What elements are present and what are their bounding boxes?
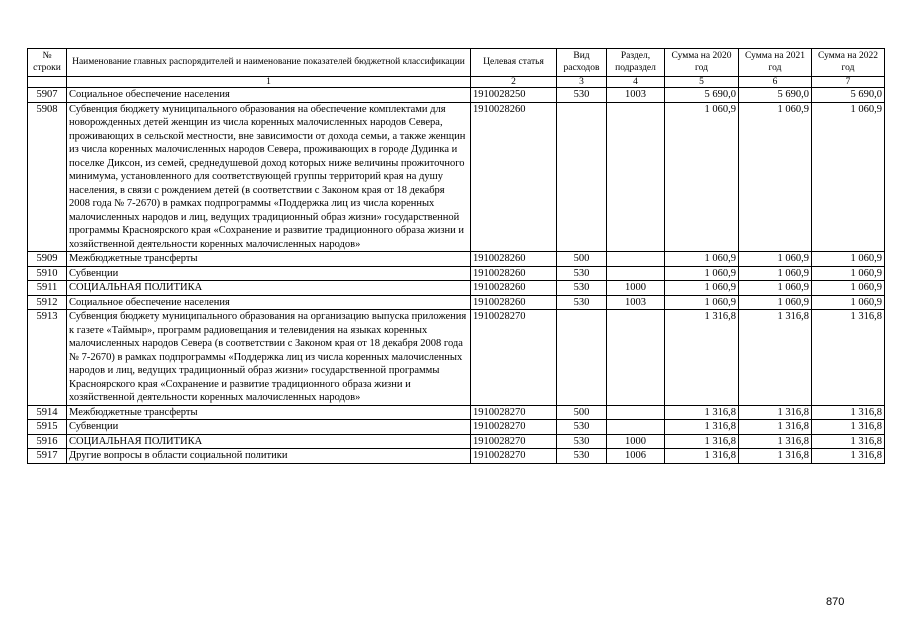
row-sum-2022: 1 060,9 <box>812 295 885 310</box>
table-row <box>28 281 885 296</box>
table-row <box>28 405 885 420</box>
row-sum-2021: 5 690,0 <box>739 88 812 103</box>
row-exp-type: 530 <box>557 295 607 310</box>
table-row <box>28 266 885 281</box>
row-target-code: 1910028270 <box>471 405 557 420</box>
row-sum-2022: 1 316,8 <box>812 420 885 435</box>
row-sum-2020: 5 690,0 <box>665 88 739 103</box>
header-name: Наименование главных распорядителей и наименование показателей бюджетной классификации <box>67 49 471 77</box>
row-section <box>607 102 665 252</box>
row-sum-2020: 1 316,8 <box>665 310 739 406</box>
row-target-code: 1910028270 <box>471 434 557 449</box>
budget-table <box>27 48 885 464</box>
column-number: 3 <box>557 77 607 88</box>
column-number: 4 <box>607 77 665 88</box>
row-number: 5911 <box>28 281 67 296</box>
row-section: 1000 <box>607 434 665 449</box>
row-sum-2021: 1 316,8 <box>739 420 812 435</box>
row-sum-2021: 1 060,9 <box>739 281 812 296</box>
row-name: Другие вопросы в области социальной политики <box>67 449 471 464</box>
row-sum-2020: 1 316,8 <box>665 420 739 435</box>
row-target-code: 1910028270 <box>471 449 557 464</box>
row-target-code: 1910028260 <box>471 295 557 310</box>
row-exp-type: 500 <box>557 405 607 420</box>
row-name: Социальное обеспечение населения <box>67 88 471 103</box>
row-sum-2020: 1 060,9 <box>665 281 739 296</box>
row-exp-type: 530 <box>557 420 607 435</box>
row-sum-2021: 1 316,8 <box>739 405 812 420</box>
header-sum-2020: Сумма на 2020 год <box>665 49 739 77</box>
row-sum-2020: 1 060,9 <box>665 295 739 310</box>
table-row <box>28 420 885 435</box>
row-sum-2022: 1 060,9 <box>812 252 885 267</box>
row-exp-type <box>557 102 607 252</box>
column-number: 6 <box>739 77 812 88</box>
row-target-code: 1910028270 <box>471 420 557 435</box>
row-name: Субвенция бюджету муниципального образования на обеспечение комплектами для новорожденных детей женщин из числа коренных малочисленных народов Севера, проживающих в сельской местности, вне зависимости от дохода семьи, а также женщин из числа коренных малочисленных народов Севера, проживающих в городе Дудинка и поселке Диксон, из семей, среднедушевой доход которых ниже величины прожиточного минимума, установленного для соответствующей группы территорий края на душу населения, в связи с рождением детей (в соответствии с Законом края от 18 декабря 2008 года № 7-2670) в рамках подпрограммы «Поддержка лиц из числа коренных малочисленных народов и лиц, ведущих традиционный образ жизни» государственной программы Красноярского края «Сохранение и развитие традиционного образа жизни и хозяйственной деятельности коренных малочисленных народов» <box>67 102 471 252</box>
row-sum-2021: 1 060,9 <box>739 295 812 310</box>
row-exp-type <box>557 310 607 406</box>
row-sum-2020: 1 060,9 <box>665 252 739 267</box>
row-sum-2021: 1 060,9 <box>739 252 812 267</box>
table-row <box>28 310 885 406</box>
row-exp-type: 530 <box>557 449 607 464</box>
row-sum-2022: 1 316,8 <box>812 449 885 464</box>
row-name: Субвенции <box>67 420 471 435</box>
header-exp-type: Вид расходов <box>557 49 607 77</box>
row-name: СОЦИАЛЬНАЯ ПОЛИТИКА <box>67 434 471 449</box>
row-exp-type: 530 <box>557 266 607 281</box>
row-sum-2022: 1 060,9 <box>812 266 885 281</box>
row-section <box>607 310 665 406</box>
row-sum-2020: 1 316,8 <box>665 405 739 420</box>
header-row <box>28 49 885 77</box>
row-sum-2022: 1 060,9 <box>812 102 885 252</box>
table-row <box>28 295 885 310</box>
column-number-row <box>28 77 885 88</box>
row-target-code: 1910028260 <box>471 266 557 281</box>
column-number: 7 <box>812 77 885 88</box>
row-sum-2022: 1 316,8 <box>812 405 885 420</box>
row-sum-2020: 1 060,9 <box>665 102 739 252</box>
row-number: 5916 <box>28 434 67 449</box>
row-section: 1003 <box>607 295 665 310</box>
row-target-code: 1910028250 <box>471 88 557 103</box>
row-name: Субвенции <box>67 266 471 281</box>
row-target-code: 1910028260 <box>471 281 557 296</box>
row-section: 1006 <box>607 449 665 464</box>
header-sum-2021: Сумма на 2021 год <box>739 49 812 77</box>
row-name: Социальное обеспечение населения <box>67 295 471 310</box>
table-row <box>28 434 885 449</box>
row-section <box>607 266 665 281</box>
row-number: 5908 <box>28 102 67 252</box>
row-target-code: 1910028270 <box>471 310 557 406</box>
header-target: Целевая статья <box>471 49 557 77</box>
row-exp-type: 530 <box>557 281 607 296</box>
header-row-no: № строки <box>28 49 67 77</box>
row-exp-type: 530 <box>557 434 607 449</box>
row-name: СОЦИАЛЬНАЯ ПОЛИТИКА <box>67 281 471 296</box>
row-exp-type: 530 <box>557 88 607 103</box>
header-sum-2022: Сумма на 2022 год <box>812 49 885 77</box>
row-number: 5917 <box>28 449 67 464</box>
row-target-code: 1910028260 <box>471 252 557 267</box>
column-number: 2 <box>471 77 557 88</box>
row-sum-2021: 1 316,8 <box>739 310 812 406</box>
row-number: 5913 <box>28 310 67 406</box>
row-section: 1000 <box>607 281 665 296</box>
row-number: 5915 <box>28 420 67 435</box>
row-number: 5910 <box>28 266 67 281</box>
row-number: 5914 <box>28 405 67 420</box>
page-number: 870 <box>826 596 845 608</box>
row-number: 5912 <box>28 295 67 310</box>
row-sum-2022: 1 316,8 <box>812 434 885 449</box>
row-sum-2021: 1 316,8 <box>739 434 812 449</box>
row-sum-2021: 1 060,9 <box>739 266 812 281</box>
row-sum-2021: 1 060,9 <box>739 102 812 252</box>
column-number: 1 <box>67 77 471 88</box>
row-sum-2022: 1 060,9 <box>812 281 885 296</box>
row-sum-2021: 1 316,8 <box>739 449 812 464</box>
header-section: Раздел, подраздел <box>607 49 665 77</box>
row-section: 1003 <box>607 88 665 103</box>
row-name: Субвенция бюджету муниципального образования на организацию выпуска приложения к газете «Таймыр», программ радиовещания и телевидения на языках коренных малочисленных народов Севера (в соответствии с Законом края от 18 декабря 2008 года № 7-2670) в рамках подпрограммы «Поддержка лиц из числа коренных малочисленных народов и лиц, ведущих традиционный образ жизни» государственной программы Красноярского края «Сохранение и развитие традиционного образа жизни и хозяйственной деятельности коренных малочисленных народов» <box>67 310 471 406</box>
row-target-code: 1910028260 <box>471 102 557 252</box>
row-sum-2020: 1 316,8 <box>665 434 739 449</box>
row-sum-2022: 1 316,8 <box>812 310 885 406</box>
row-section <box>607 405 665 420</box>
row-sum-2022: 5 690,0 <box>812 88 885 103</box>
row-exp-type: 500 <box>557 252 607 267</box>
row-name: Межбюджетные трансферты <box>67 252 471 267</box>
table-row <box>28 102 885 252</box>
column-number <box>28 77 67 88</box>
row-number: 5909 <box>28 252 67 267</box>
row-number: 5907 <box>28 88 67 103</box>
table-row <box>28 252 885 267</box>
row-section <box>607 420 665 435</box>
table-row <box>28 88 885 103</box>
row-section <box>607 252 665 267</box>
column-number: 5 <box>665 77 739 88</box>
table-row <box>28 449 885 464</box>
row-sum-2020: 1 060,9 <box>665 266 739 281</box>
row-sum-2020: 1 316,8 <box>665 449 739 464</box>
row-name: Межбюджетные трансферты <box>67 405 471 420</box>
